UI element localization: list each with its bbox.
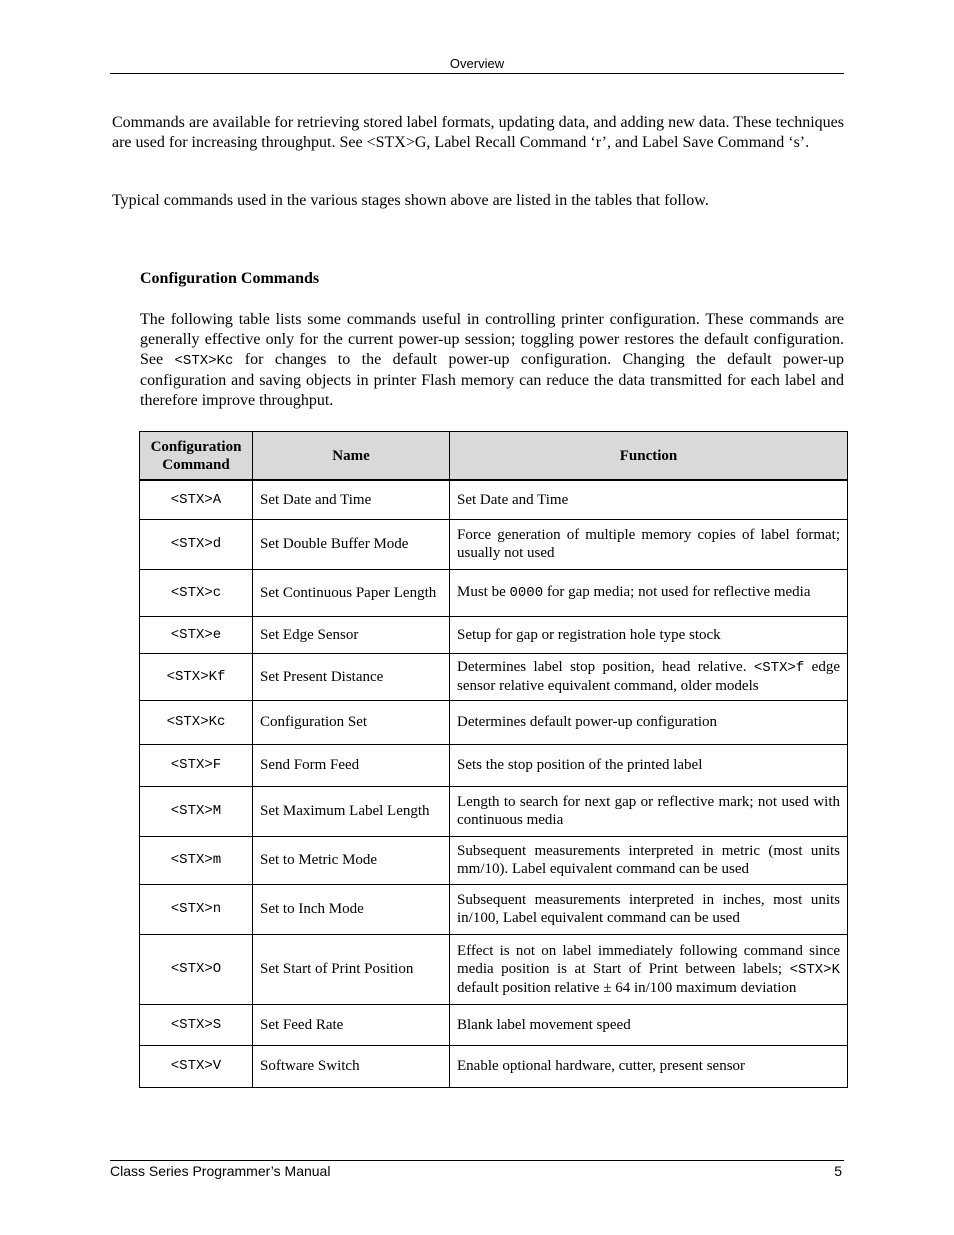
command-cell: <STX>e	[140, 616, 253, 653]
name-cell: Configuration Set	[253, 700, 450, 744]
table-row	[140, 744, 848, 786]
name-cell: Set Start of Print Position	[253, 934, 450, 1004]
function-text-a: Determines label stop position, head relative.	[457, 659, 754, 675]
function-cell	[450, 569, 848, 616]
table-row	[140, 616, 848, 653]
function-cell: Setup for gap or registration hole type stock	[450, 616, 848, 653]
section-paragraph-part-b: for changes to the default power-up configuration. Changing the default power-up configuration and saving objects in printer Flash memory can reduce the data transmitted for each label and therefore improve throughput.	[140, 351, 844, 409]
function-cell: Blank label movement speed	[450, 1004, 848, 1045]
function-cell: Subsequent measurements interpreted in inches, most units in/100, Label equivalent command can be used	[450, 884, 848, 934]
function-cell: Set Date and Time	[450, 480, 848, 519]
table-row	[140, 519, 848, 569]
name-cell: Set Double Buffer Mode	[253, 519, 450, 569]
table-row	[140, 480, 848, 519]
header-name: Name	[253, 432, 450, 481]
function-cell	[450, 653, 848, 700]
table-row	[140, 700, 848, 744]
command-cell: <STX>F	[140, 744, 253, 786]
name-cell: Set to Metric Mode	[253, 836, 450, 884]
function-text-a: Effect is not on label immediately following command since media position is at Start of Print between labels;	[457, 942, 840, 977]
table-row	[140, 1004, 848, 1045]
function-code: <STX>K	[789, 961, 840, 978]
header-configuration-command: Configuration Command	[140, 432, 253, 481]
name-cell: Set Present Distance	[253, 653, 450, 700]
command-cell: <STX>V	[140, 1045, 253, 1087]
name-cell: Set to Inch Mode	[253, 884, 450, 934]
manual-title: Class Series Programmer’s Manual	[110, 1163, 331, 1179]
command-cell: <STX>M	[140, 786, 253, 836]
table-row	[140, 786, 848, 836]
section-paragraph-code: <STX>Kc	[174, 353, 234, 369]
function-cell: Enable optional hardware, cutter, present sensor	[450, 1045, 848, 1087]
name-cell: Set Date and Time	[253, 480, 450, 519]
name-cell: Software Switch	[253, 1045, 450, 1087]
configuration-commands-table	[139, 431, 848, 1088]
command-cell: <STX>Kc	[140, 700, 253, 744]
name-cell: Set Maximum Label Length	[253, 786, 450, 836]
name-cell: Set Edge Sensor	[253, 616, 450, 653]
command-cell: <STX>n	[140, 884, 253, 934]
function-cell	[450, 934, 848, 1004]
function-code: <STX>f	[753, 660, 805, 676]
intro-paragraph-2: Typical commands used in the various stages shown above are listed in the tables that follow.	[112, 192, 709, 209]
table-row	[140, 934, 848, 1004]
command-cell: <STX>m	[140, 836, 253, 884]
command-cell: <STX>A	[140, 480, 253, 519]
function-cell: Subsequent measurements interpreted in metric (most units mm/10). Label equivalent command can be used	[450, 836, 848, 884]
table-row	[140, 836, 848, 884]
section-title: Configuration Commands	[140, 270, 320, 287]
command-cell: <STX>Kf	[140, 653, 253, 700]
command-cell: <STX>c	[140, 569, 253, 616]
table-row	[140, 884, 848, 934]
table-row	[140, 653, 848, 700]
page-number: 5	[834, 1163, 842, 1179]
function-text-b: default position relative ± 64 in/100 maximum deviation	[457, 979, 797, 996]
command-cell: <STX>O	[140, 934, 253, 1004]
section-paragraph	[140, 310, 844, 411]
function-cell: Sets the stop position of the printed label	[450, 744, 848, 786]
command-cell: <STX>S	[140, 1004, 253, 1045]
function-cell: Force generation of multiple memory copies of label format; usually not used	[450, 519, 848, 569]
intro-paragraph-1: Commands are available for retrieving stored label formats, updating data, and adding new data. These techniques are used for increasing throughput. See <STX>G, Label Recall Command ‘r’, and Label Save Command ‘s’.	[112, 114, 844, 151]
command-cell: <STX>d	[140, 519, 253, 569]
function-text-b: for gap media; not used for reflective media	[543, 584, 811, 600]
page-footer	[110, 1160, 844, 1179]
table-header-row	[140, 432, 848, 481]
running-header: Overview	[110, 56, 844, 74]
name-cell: Send Form Feed	[253, 744, 450, 786]
name-cell: Set Continuous Paper Length	[253, 569, 450, 616]
function-text-b: edge sensor relative equivalent command, older models	[457, 659, 841, 694]
name-cell: Set Feed Rate	[253, 1004, 450, 1045]
function-cell: Determines default power-up configuration	[450, 700, 848, 744]
section-paragraph-part-a: The following table lists some commands useful in controlling printer configuration. These commands are generally effective only for the current power-up session; toggling power restores the default configuration. See	[140, 311, 844, 368]
header-function: Function	[450, 432, 848, 481]
function-text-a: Must be	[457, 584, 510, 600]
function-cell: Length to search for next gap or reflective mark; not used with continuous media	[450, 786, 848, 836]
table-row	[140, 569, 848, 616]
function-code: 0000	[509, 585, 544, 601]
table-row	[140, 1045, 848, 1087]
